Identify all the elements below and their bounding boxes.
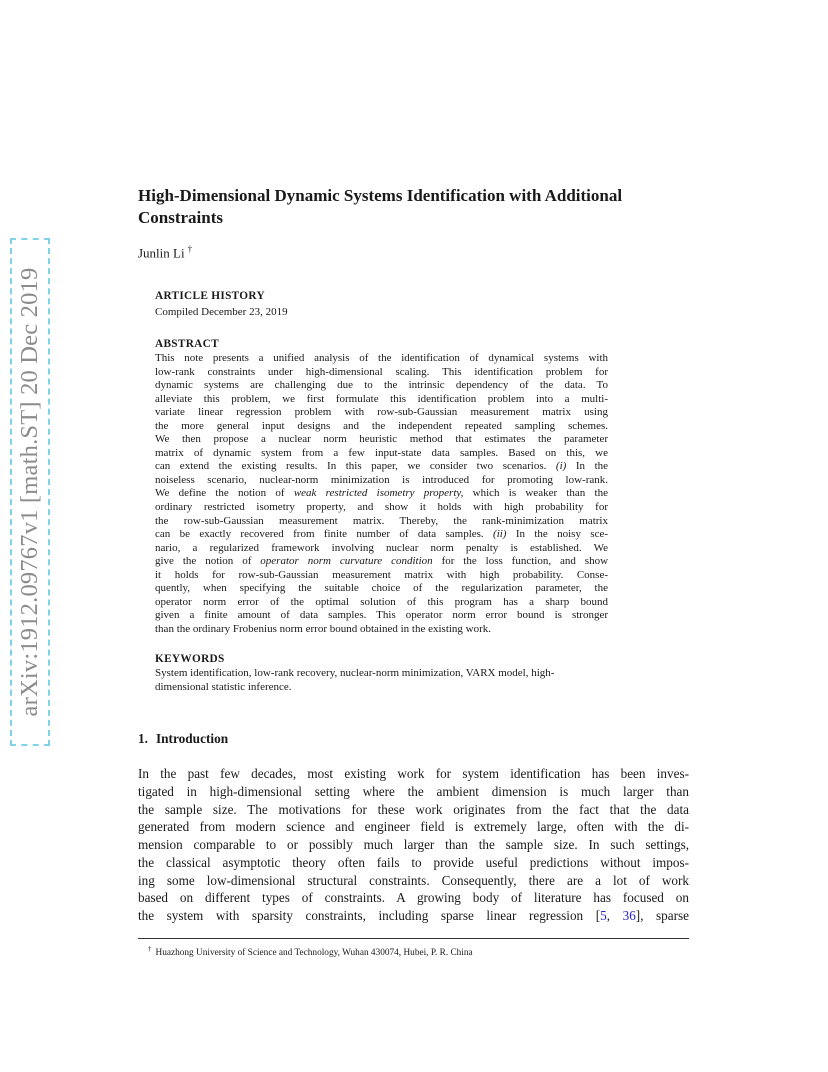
abstract-line: give the notion of operator norm curvature condition for the loss function, and show bbox=[155, 555, 609, 568]
abstract-line: low-rank constraints under high-dimensional scaling. This identification problem for bbox=[155, 365, 608, 378]
abstract-line: nario, a regularized framework involving nuclear norm penalty is established. We bbox=[155, 541, 608, 554]
author-line bbox=[138, 244, 192, 261]
abstract-line: We define the notion of weak restricted isometry property, which is weaker than the bbox=[155, 487, 608, 500]
arxiv-stamp bbox=[10, 238, 50, 746]
citation-link[interactable]: 5 bbox=[600, 908, 607, 923]
abstract-body bbox=[155, 352, 608, 636]
section-number: 1. bbox=[138, 731, 148, 746]
citation-link[interactable]: 36 bbox=[622, 908, 636, 923]
abstract-line: variate linear regression problem with row-sub-Gaussian measurement matrix using bbox=[155, 406, 608, 419]
paper-title: High-Dimensional Dynamic Systems Identification with Additional Constraints bbox=[138, 186, 623, 227]
abstract-line: the more general input designs and the independent repeated sampling schemes. bbox=[155, 419, 608, 432]
article-history bbox=[155, 290, 608, 319]
footnote-text: Huazhong University of Science and Technology, Wuhan 430074, Hubei, P. R. China bbox=[155, 948, 473, 959]
body-line: based on different types of constraints. A growing body of literature has focused on bbox=[138, 890, 689, 906]
body-line: tigated in high-dimensional setting where the ambient dimension is much larger than bbox=[138, 783, 689, 799]
keywords-text: System identification, low-rank recovery, nuclear-norm minimization, VARX model, high-dimensional statistic inference. bbox=[155, 667, 555, 693]
section-title: Introduction bbox=[155, 731, 229, 746]
arxiv-identifier: arXiv:1912.09767v1 [math.ST] 20 Dec 2019 bbox=[16, 267, 43, 717]
abstract-line: operator norm error of the optimal solution of this program has a sharp bound bbox=[155, 595, 608, 608]
abstract-line: it holds for row-sub-Gaussian measurement matrix with high probability. Conse- bbox=[155, 568, 608, 581]
abstract-line: can be exactly recovered from finite number of data samples. (ii) In the noisy sce- bbox=[155, 528, 608, 541]
body-line: ing some low-dimensional structural constraints. Consequently, there are a lot of work bbox=[138, 872, 689, 888]
body-line: In the past few decades, most existing work for system identification has been inves- bbox=[138, 766, 689, 781]
abstract-line: This note presents a unified analysis of the identification of dynamical systems with bbox=[155, 352, 608, 364]
scenario-i-marker: (i) bbox=[555, 460, 567, 473]
abstract-heading: ABSTRACT bbox=[155, 338, 219, 350]
body-line: mension comparable to or possibly much larger than the sample size. In such settings, bbox=[138, 837, 689, 852]
body-line: generated from modern science and engineer field is extremely large, often with the di- bbox=[138, 819, 689, 835]
curvature-condition-term: operator norm curvature condition bbox=[260, 555, 433, 568]
abstract-line: noiseless scenario, nuclear-norm minimization is introduced for promoting low-rank. bbox=[155, 473, 608, 486]
author-footnote-mark: † bbox=[187, 244, 193, 254]
body-line: the system with sparsity constraints, including sparse linear regression [5, 36], sparse bbox=[138, 908, 690, 923]
footnote-mark: † bbox=[148, 945, 152, 953]
weak-rip-term: weak restricted isometry property, bbox=[293, 487, 464, 500]
history-label: ARTICLE HISTORY bbox=[155, 290, 265, 302]
footnote-rule bbox=[138, 938, 689, 939]
history-text: Compiled December 23, 2019 bbox=[155, 305, 288, 318]
section-heading bbox=[138, 731, 228, 747]
author-name: Junlin Li bbox=[138, 245, 185, 261]
abstract-line: given a finite amount of data samples. This operator norm error bound is stronger bbox=[155, 609, 608, 622]
abstract-line: than the ordinary Frobenius norm error bound obtained in the existing work. bbox=[155, 622, 492, 635]
body-line: the classical asymptotic theory often fails to provide useful predictions without impos- bbox=[138, 854, 689, 870]
scenario-ii-marker: (ii) bbox=[493, 528, 507, 541]
abstract-line: matrix of dynamic system from a few input-state data samples. Based on this, we bbox=[155, 446, 608, 459]
abstract-line: can extend the existing results. In this paper, we consider two scenarios. (i) In the bbox=[155, 460, 609, 473]
abstract-line: quently, when specifying the suitable choice of the regularization parameter, the bbox=[155, 582, 608, 595]
abstract-line: alleviate this problem, we first formulate this identification problem into a multi- bbox=[155, 392, 608, 405]
abstract-line: ordinary restricted isometry property, and show it holds with high probability for bbox=[155, 501, 608, 514]
abstract-line: the row-sub-Gaussian measurement matrix. Thereby, the rank-minimization matrix bbox=[155, 514, 608, 527]
keywords-heading: KEYWORDS bbox=[155, 653, 225, 665]
intro-body bbox=[138, 765, 689, 925]
abstract-line: dynamic systems are challenging due to the intrinsic dependency of the data. To bbox=[155, 379, 608, 392]
body-line: the sample size. The motivations for these work originates from the fact that the data bbox=[138, 801, 689, 817]
abstract-line: We then propose a nuclear norm heuristic method that estimates the parameter bbox=[155, 433, 608, 446]
footnote bbox=[148, 945, 473, 958]
